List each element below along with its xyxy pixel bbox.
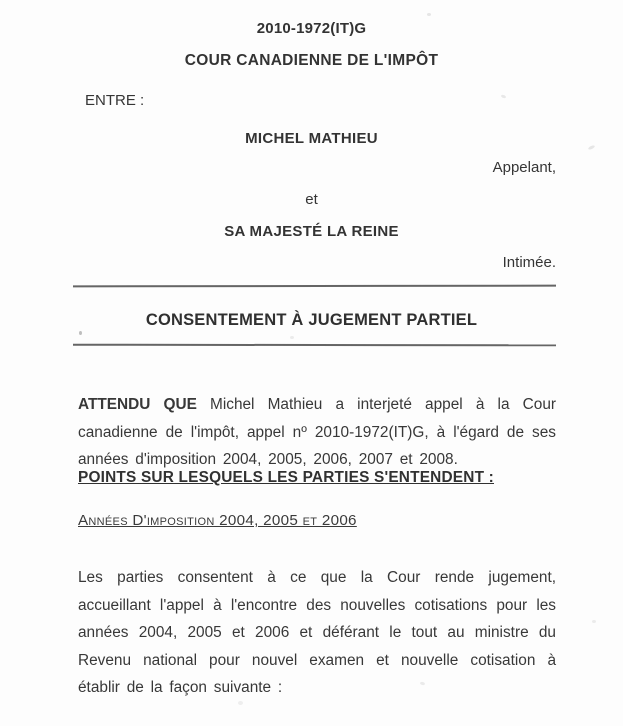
appellant-role-label: Appelant, bbox=[492, 159, 556, 176]
conjunction-et: et bbox=[305, 191, 318, 208]
consent-paragraph: Les parties consentent à ce que la Cour rende jugement, accueillant l'appel à l'encontre des nouvelles cotisations pour les années 2004, 2005 et 2006 et déférant le tout au ministre du Revenu national pour nouvel examen et nouvelle cotisation à établir de la façon suivante : bbox=[78, 569, 556, 697]
respondent-name: SA MAJESTÉ LA REINE bbox=[224, 223, 399, 240]
court-name: COUR CANADIENNE DE L'IMPÔT bbox=[184, 52, 439, 69]
recital-lead-text: ATTENDU QUE bbox=[78, 396, 197, 414]
section-heading-agreement-points: POINTS SUR LESQUELS LES PARTIES S'ENTENDENT : bbox=[78, 469, 494, 486]
case-number: 2010-1972(IT)G bbox=[256, 20, 367, 37]
document-title: CONSENTEMENT À JUGEMENT PARTIEL bbox=[145, 311, 478, 329]
scan-speck bbox=[501, 94, 507, 99]
scan-speck bbox=[290, 336, 294, 339]
recital-paragraph bbox=[78, 391, 556, 474]
recital-body-text: Michel Mathieu a interjeté appel à la Cour canadienne de l'impôt, appel nº 2010-1972(IT)G, à l'égard de ses années d'imposition 2004, 2005, 2006, 2007 et 2008. bbox=[78, 396, 556, 469]
scan-speck bbox=[427, 13, 431, 16]
respondent-role-label: Intimée. bbox=[502, 254, 556, 271]
scan-speck bbox=[79, 331, 82, 335]
divider-line-bottom bbox=[73, 344, 556, 347]
scan-speck bbox=[592, 620, 596, 623]
subsection-heading-taxation-years: Années D'imposition 2004, 2005 et 2006 bbox=[78, 512, 357, 529]
appellant-name: MICHEL MATHIEU bbox=[245, 130, 378, 147]
between-label: ENTRE : bbox=[85, 92, 145, 109]
scan-speck bbox=[238, 701, 243, 705]
divider-line-top bbox=[73, 285, 556, 288]
